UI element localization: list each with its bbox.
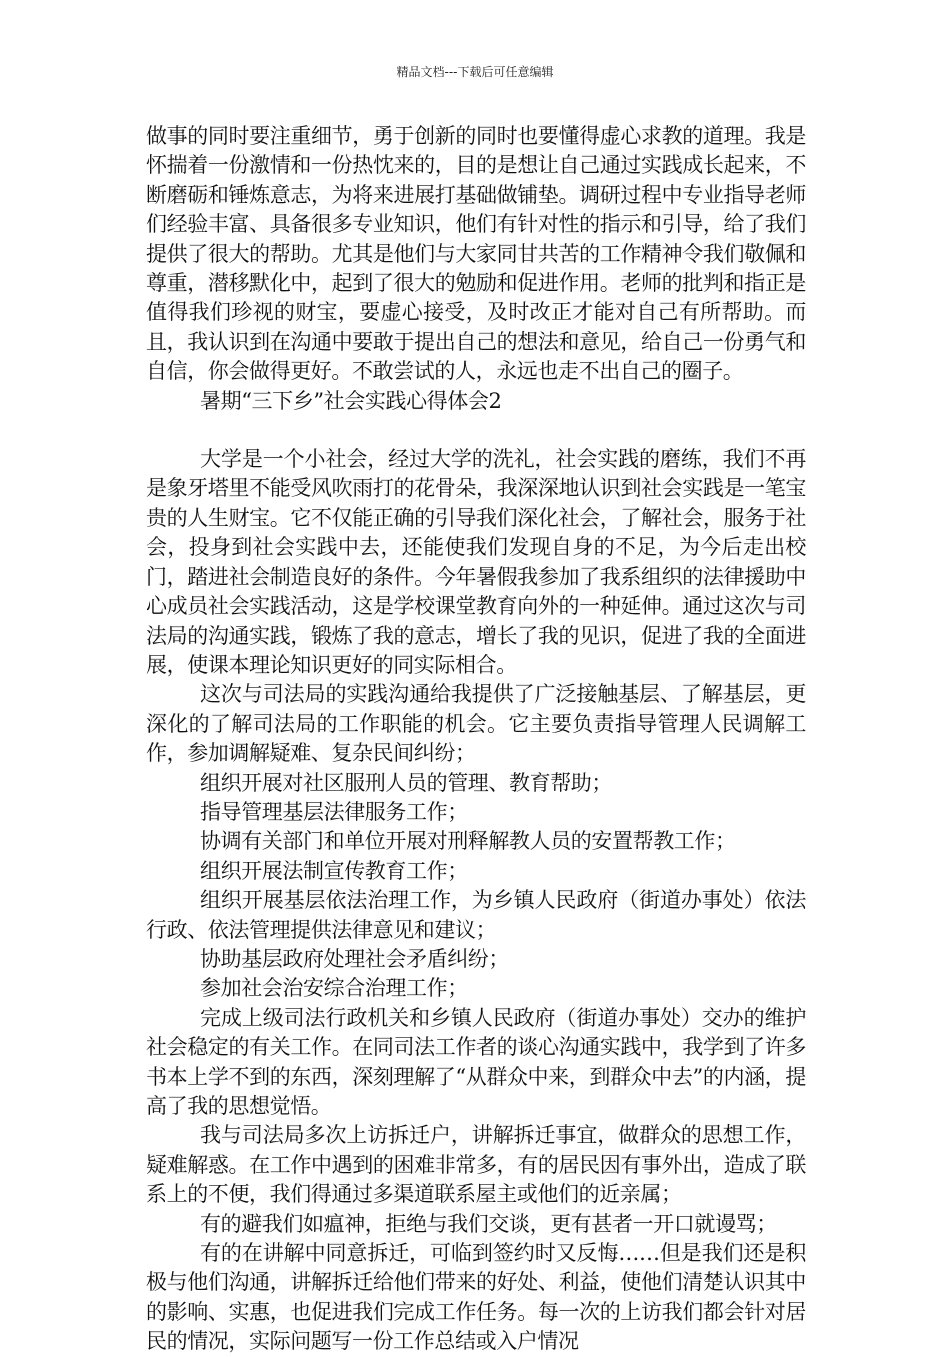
document-body [146,122,806,1357]
paragraph: 我与司法局多次上访拆迁户，讲解拆迁事宜，做群众的思想工作，疑难解惑。在工作中遇到的困难非常多，有的居民因有事外出，造成了联系上的不便，我们得通过多渠道联系屋主或他们的近亲属； [146,1123,806,1207]
paragraph: 做事的同时要注重细节，勇于创新的同时也要懂得虚心求教的道理。我是怀揣着一份激情和一份热忱来的，目的是想让自己通过实践成长起来，不断磨砺和锤炼意志，为将来进展打基础做铺垫。调研过程中专业指导老师们经验丰富、具备很多专业知识，他们有针对性的指示和引导，给了我们提供了很大的帮助。尤其是他们与大家同甘共苦的工作精神令我们敬佩和尊重，潜移默化中，起到了很大的勉励和促进作用。老师的批判和指正是值得我们珍视的财宝，要虚心接受，及时改正才能对自己有所帮助。而且，我认识到在沟通中要敢于提出自己的想法和意见，给自己一份勇气和自信，你会做得更好。不敢尝试的人，永远也走不出自己的圈子。 [146,124,806,384]
list-item: 组织开展基层依法治理工作，为乡镇人民政府（街道办事处）依法行政、依法管理提供法律意见和建议； [146,888,806,942]
paragraph: 有的在讲解中同意拆迁，可临到签约时又反悔……但是我们还是积极与他们沟通，讲解拆迁给他们带来的好处、利益，使他们清楚认识其中的影响、实惠，也促进我们完成工作任务。每一次的上访我们都会针对居民的情况，实际问题写一份工作总结或入户情况 [146,1241,806,1354]
page-header: 精品文档---下载后可任意编辑 [396,65,554,79]
paragraph: 这次与司法局的实践沟通给我提供了广泛接触基层、了解基层，更深化的了解司法局的工作职能的机会。它主要负责指导管理人民调解工作，参加调解疑难、复杂民间纠纷； [146,682,806,766]
section-title: 暑期“三下乡”社会实践心得体会2 [200,388,502,413]
paragraph: 大学是一个小社会，经过大学的洗礼，社会实践的磨练，我们不再是象牙塔里不能受风吹雨打的花骨朵，我深深地认识到社会实践是一笔宝贵的人生财宝。它不仅能正确的引导我们深化社会，了解社会，服务于社会，投身到社会实践中去，还能使我们发现自身的不足，为今后走出校门，踏进社会制造良好的条件。今年暑假我参加了我系组织的法律援助中心成员社会实践活动，这是学校课堂教育向外的一种延伸。通过这次与司法局的沟通实践，锻炼了我的意志，增长了我的见识，促进了我的全面进展，使课本理论知识更好的同实际相合。 [146,447,806,677]
paragraph: 有的避我们如瘟神，拒绝与我们交谈，更有甚者一开口就谩骂； [200,1211,777,1236]
list-item: 协助基层政府处理社会矛盾纠纷； [200,946,509,971]
list-item: 指导管理基层法律服务工作； [200,799,468,824]
list-item: 组织开展对社区服刑人员的管理、教育帮助； [200,770,612,795]
list-item: 参加社会治安综合治理工作； [200,976,468,1001]
list-item: 完成上级司法行政机关和乡镇人民政府（街道办事处）交办的维护社会稳定的有关工作。在同司法工作者的谈心沟通实践中，我学到了许多书本上学不到的东西，深刻理解了“从群众中来，到群众中去”的内涵，提高了我的思想觉悟。 [146,1005,806,1118]
list-item: 组织开展法制宣传教育工作； [200,858,468,883]
list-item: 协调有关部门和单位开展对刑释解教人员的安置帮教工作； [200,829,736,854]
